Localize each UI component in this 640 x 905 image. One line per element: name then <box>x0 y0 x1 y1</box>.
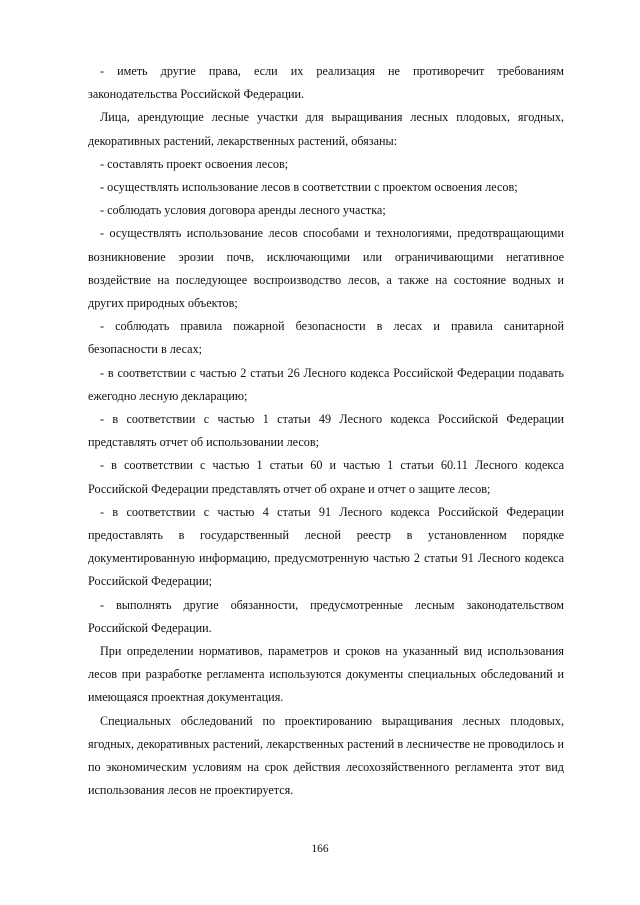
list-item-use-per-project: - осуществлять использование лесов в соответствии с проектом освоения лесов; <box>100 180 518 195</box>
paragraph-lessee-obligations-intro: Лица, арендующие лесные участки для выращивания лесных плодовых, ягодных, декоративных растений, лекарственных растений, обязаны: <box>88 110 564 148</box>
list-item-lease-conditions: - соблюдать условия договора аренды лесного участка; <box>100 203 386 218</box>
list-item-state-forest-registry: - в соответствии с частью 4 статьи 91 Лесного кодекса Российской Федерации предоставлять в государственный лесной реестр в установленном порядке документированную информацию, предусмотренную частью 2 статьи 91 Лесного кодекса Российской Федерации; <box>88 504 564 589</box>
list-item-fire-sanitary-safety: - соблюдать правила пожарной безопасности в лесах и правила санитарной безопасности в лесах; <box>88 319 564 357</box>
list-item-erosion-prevention: - осуществлять использование лесов способами и технологиями, предотвращающими возникновение эрозии почв, исключающими или ограничивающими негативное воздействие на последующее воспроизводство лесов, а также на состояние водных и других природных объектов; <box>88 226 564 311</box>
paragraph-other-rights: - иметь другие права, если их реализация не противоречит требованиям законодательства Российской Федерации. <box>88 64 564 102</box>
paragraph-special-surveys: Специальных обследований по проектированию выращивания лесных плодовых, ягодных, декоративных растений, лекарственных растений в лесничестве не проводилось и по экономическим условиям на срок действия лесохозяйственного регламента этот вид использования лесов не проектируется. <box>88 713 564 798</box>
document-body <box>88 60 564 803</box>
paragraph-normatives-documents: При определении нормативов, параметров и сроков на указанный вид использования лесов при разработке регламента используются документы специальных обследований и имеющаяся проектная документация. <box>88 644 564 705</box>
list-item-forest-development-project: - составлять проект освоения лесов; <box>100 156 289 171</box>
list-item-usage-report: - в соответствии с частью 1 статьи 49 Лесного кодекса Российской Федерации представлять отчет об использовании лесов; <box>88 412 564 450</box>
page-number: 166 <box>311 843 329 855</box>
list-item-protection-report: - в соответствии с частью 1 статьи 60 и частью 1 статьи 60.11 Лесного кодекса Российской Федерации представлять отчет об охране и отчет о защите лесов; <box>88 458 564 496</box>
list-item-other-obligations: - выполнять другие обязанности, предусмотренные лесным законодательством Российской Федерации. <box>88 597 564 635</box>
list-item-forest-declaration: - в соответствии с частью 2 статьи 26 Лесного кодекса Российской Федерации подавать ежегодно лесную декларацию; <box>88 365 564 403</box>
